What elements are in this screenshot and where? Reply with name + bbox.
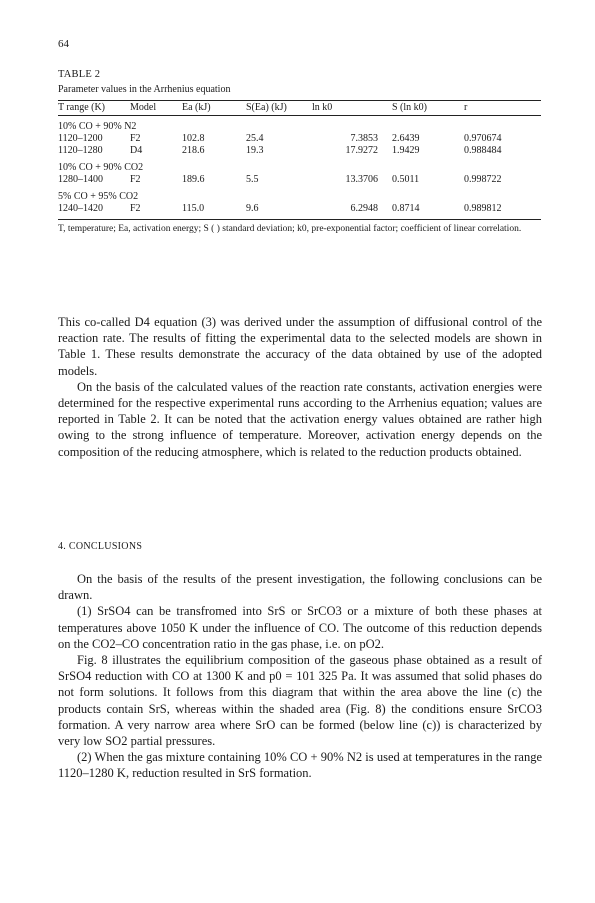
paragraph: Fig. 8 illustrates the equilibrium composition of the gaseous phase obtained as a result of SrSO4 reduction with CO at 1300 K and p0 = 101 325 Pa. It was assumed that solid phases do not form solutions. It follows from this diagram that within the area above the line (c) the products contain SrS, whereas within the shaded area (Fig. 8) the conditions ensure SrCO3 formation. A very narrow area where SrO can be formed (below line (c)) is characterized by very low SO2 partial pressures. [58, 653, 542, 749]
table-footnote: T, temperature; Ea, activation energy; S ( ) standard deviation; k0, pre-exponential factor; coefficient of linear correlation. [58, 224, 522, 234]
cell-model: F2 [130, 203, 141, 214]
header-s-ln-k0: S (ln k0) [392, 102, 427, 113]
arrhenius-table [58, 100, 541, 220]
paragraph: On the basis of the results of the present investigation, the following conclusions can be drawn. [58, 572, 542, 603]
table-row [58, 203, 541, 220]
table-row [58, 174, 541, 186]
table-label: TABLE 2 [58, 69, 101, 80]
group-heading-row [58, 116, 541, 134]
paragraph: This co-called D4 equation (3) was derived under the assumption of diffusional control of the reaction rate. The results of fitting the experimental data to the selected models are shown in Table 1. These results demonstrate the accuracy of the data obtained by use of the adopted models. [58, 315, 542, 378]
cell-ln-k0: 17.9272 [345, 145, 378, 156]
cell-r: 0.998722 [464, 174, 502, 185]
cell-model: F2 [130, 133, 141, 144]
cell-t-range: 1120–1280 [58, 145, 103, 156]
paragraph: (1) SrSO4 can be transfromed into SrS or SrCO3 or a mixture of both these phases at temperatures above 1050 K under the influence of CO. The outcome of this reduction depends on the CO2–CO concentration ratio in the gas phase, i.e. on pO2. [58, 604, 542, 651]
cell-s-ea: 5.5 [246, 174, 259, 185]
body-text [58, 314, 542, 460]
cell-ea: 218.6 [182, 145, 205, 156]
paragraph: On the basis of the calculated values of the reaction rate constants, activation energies were determined for the respective experimental runs according to the Arrhenius equation; values are reported in Table 2. It can be noted that the activation energy values obtained are rather high owing to the strong influence of temperature. Moreover, activation energy depends on the composition of the reducing atmosphere, which is related to the reduction products obtained. [58, 379, 542, 459]
table-row [58, 133, 541, 145]
cell-ln-k0: 7.3853 [350, 133, 378, 144]
cell-s-ln-k0: 2.6439 [392, 133, 420, 144]
cell-r: 0.988484 [464, 145, 502, 156]
group-heading-row [58, 157, 541, 174]
cell-r: 0.989812 [464, 203, 502, 214]
cell-r: 0.970674 [464, 133, 502, 144]
cell-s-ea: 25.4 [246, 133, 264, 144]
paragraph: (2) When the gas mixture containing 10% CO + 90% N2 is used at temperatures in the range 1120–1280 K, reduction resulted in SrS formation. [58, 750, 542, 781]
group-heading-row [58, 186, 541, 203]
conclusions-text [58, 571, 542, 782]
group-atmosphere: 10% CO + 90% CO2 [58, 162, 144, 173]
cell-ea: 189.6 [182, 174, 205, 185]
cell-s-ea: 19.3 [246, 145, 264, 156]
cell-model: D4 [130, 145, 143, 156]
cell-ln-k0: 6.2948 [350, 203, 378, 214]
cell-ln-k0: 13.3706 [345, 174, 378, 185]
page-number: 64 [58, 38, 69, 50]
table-header-row [58, 101, 541, 116]
table-caption: Parameter values in the Arrhenius equation [58, 84, 231, 95]
cell-t-range: 1280–1400 [58, 174, 103, 185]
table-block [58, 69, 541, 236]
header-model: Model [130, 102, 157, 113]
cell-ea: 115.0 [182, 203, 205, 214]
section-heading: 4. CONCLUSIONS [58, 541, 143, 552]
group-atmosphere: 5% CO + 95% CO2 [58, 191, 139, 202]
cell-t-range: 1240–1420 [58, 203, 103, 214]
header-s-ea: S(Ea) (kJ) [246, 102, 287, 113]
cell-model: F2 [130, 174, 141, 185]
cell-s-ln-k0: 0.5011 [392, 174, 420, 185]
cell-s-ln-k0: 0.8714 [392, 203, 420, 214]
cell-s-ln-k0: 1.9429 [392, 145, 420, 156]
header-t-range: T range (K) [58, 102, 106, 113]
cell-ea: 102.8 [182, 133, 205, 144]
header-r: r [464, 102, 468, 113]
cell-t-range: 1120–1200 [58, 133, 103, 144]
header-ea: Ea (kJ) [182, 102, 211, 113]
table-row [58, 145, 541, 157]
cell-s-ea: 9.6 [246, 203, 259, 214]
group-atmosphere: 10% CO + 90% N2 [58, 121, 137, 132]
header-ln-k0: ln k0 [312, 102, 333, 113]
